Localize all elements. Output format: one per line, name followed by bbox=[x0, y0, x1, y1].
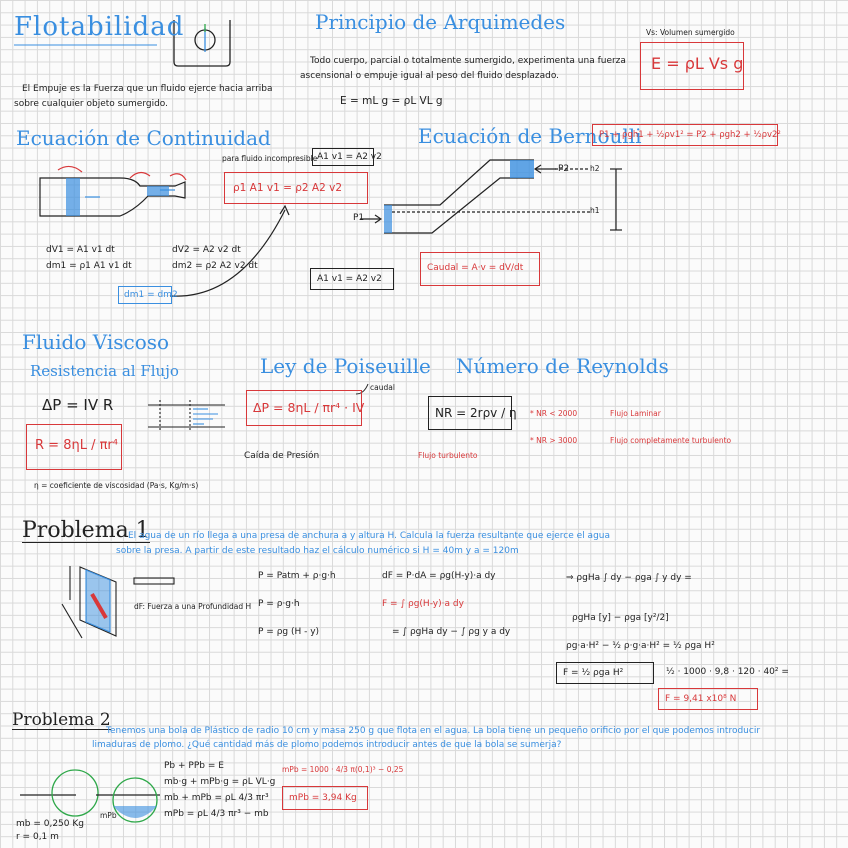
resistance-formula: R = 8ηL / πr⁴ bbox=[35, 438, 118, 453]
continuity-pipe-diagram bbox=[40, 166, 186, 216]
reynolds-formula-box bbox=[428, 396, 517, 430]
force-formula: F = ½ ρga H² bbox=[563, 668, 624, 678]
reynolds-title: Número de Reynolds bbox=[456, 354, 669, 378]
arquimedes-formula: E = mL g = ρL VL g bbox=[340, 95, 443, 107]
fluido-incompresible-note: para fluido incompresible bbox=[222, 154, 318, 163]
fluido-viscoso-title: Fluido Viscoso bbox=[22, 330, 170, 354]
arquimedes-text-2: ascensional o empuje igual al peso del fluido desplazado. bbox=[300, 71, 560, 81]
dm-equal-box bbox=[118, 286, 178, 304]
problem2-eq-2: mb·g + mPb·g = ρL VL·g bbox=[164, 777, 276, 787]
poiseuille-formula: ΔP = 8ηL / πr⁴ · IV bbox=[253, 400, 365, 415]
dm1-equation: dm1 = ρ1 A1 v1 dt bbox=[46, 261, 132, 271]
bernoulli-h1: h1 bbox=[590, 206, 600, 215]
lead-mass-result-box bbox=[282, 786, 368, 810]
dv1-equation: dV1 = A1 v1 dt bbox=[46, 245, 115, 255]
numeric-substitution: ½ · 1000 · 9,8 · 120 · 40² = bbox=[666, 667, 789, 677]
continuity-mass-eq: ρ1 A1 v1 = ρ2 A2 v2 bbox=[233, 182, 343, 194]
empuje-formula-box bbox=[640, 42, 744, 90]
ball-diagrams bbox=[20, 770, 160, 822]
flotabilidad-definition-1: El Empuje es la Fuerza que un fluido ejerce hacia arriba bbox=[22, 84, 273, 94]
flujo-turbulento: Flujo turbulento bbox=[418, 451, 478, 460]
dv2-equation: dV2 = A2 v2 dt bbox=[172, 245, 241, 255]
poiseuille-title: Ley de Poiseuille bbox=[260, 354, 431, 378]
problem2-eq-4: mPb = ρL 4/3 πr³ − mb bbox=[164, 809, 269, 819]
continuidad-title: Ecuación de Continuidad bbox=[16, 126, 271, 150]
dm2-equation: dm2 = ρ2 A2 v2 dt bbox=[172, 261, 258, 271]
f-integral: F = ∫ ρg(H-y)·a dy bbox=[382, 599, 464, 609]
arquimedes-text-1: Todo cuerpo, parcial o totalmente sumergido, experimenta una fuerza bbox=[310, 56, 626, 66]
continuity-eq: A1 v1 = A2 v2 bbox=[317, 152, 382, 162]
pressure-eq-2: P = ρ·g·h bbox=[258, 599, 300, 609]
caudal-formula: Caudal = A·v = dV/dt bbox=[427, 263, 524, 273]
delta-p-equation: ΔP = IV R bbox=[42, 396, 114, 414]
caida-presion: Caída de Presión bbox=[244, 451, 320, 461]
continuity-eq-box bbox=[312, 148, 382, 166]
pressure-eq-3: P = ρg (H - y) bbox=[258, 627, 320, 637]
bernoulli-pipe-diagram bbox=[360, 160, 622, 233]
empuje-formula: E = ρL Vs g bbox=[651, 54, 744, 73]
problema-1-label: Problema 1 bbox=[22, 518, 150, 543]
problem2-calc: mPb = 1000 · 4/3 π(0,1)³ − 0,25 bbox=[282, 765, 404, 774]
problema-2-text-2: limaduras de plomo. ¿Qué cantidad más de plomo podemos introducir antes de que la bola se sumerja? bbox=[92, 740, 562, 750]
problema-1-text-2: sobre la presa. A partir de este resultado haz el cálculo numérico si H = 40m y a = 120m bbox=[116, 546, 519, 556]
turbulent-condition: * NR > 3000 bbox=[530, 436, 578, 445]
viscous-flow-diagram bbox=[148, 400, 225, 432]
bernoulli-flow-eq: A1 v1 = A2 v2 bbox=[317, 274, 382, 284]
solution-step-2: ρgHa [y] − ρga [y²/2] bbox=[572, 613, 669, 623]
f-integral-split: = ∫ ρgHa dy − ∫ ρg y a dy bbox=[392, 627, 511, 637]
dm-equal: dm1 = dm2 bbox=[124, 290, 178, 300]
volumen-sumergido-note: Vs: Volumen sumergido bbox=[646, 28, 735, 37]
continuity-mass-eq-box bbox=[224, 172, 368, 204]
solution-step-3: ρg·a·H² − ½ ρ·g·a·H² = ½ ρga H² bbox=[566, 641, 715, 651]
caudal-tag: caudal bbox=[370, 383, 395, 392]
bernoulli-eq-box bbox=[592, 124, 781, 146]
problema-2-text-1: Tenemos una bola de Plástico de radio 10 cm y masa 250 g que flota en el agua. La bola tiene un pequeño orificio por el que podemos introducir bbox=[106, 726, 761, 736]
problem2-eq-3: mb + mPb = ρL 4/3 πr³ bbox=[164, 793, 269, 803]
arquimedes-title: Principio de Arquimedes bbox=[315, 10, 566, 34]
lead-mass-tag: mPb bbox=[100, 811, 117, 820]
viscosity-note: η = coeficiente de viscosidad (Pa·s, Kg/m·s) bbox=[34, 481, 199, 490]
force-result: F = 9,41 x10⁸ N bbox=[665, 694, 737, 704]
ball-mass: mb = 0,250 Kg bbox=[16, 819, 84, 829]
df-profundidad-label: dF: Fuerza a una Profundidad H bbox=[134, 602, 252, 611]
bernoulli-h2: h2 bbox=[590, 164, 600, 173]
flotabilidad-definition-2: sobre cualquier objeto sumergido. bbox=[14, 99, 169, 109]
caudal-box bbox=[420, 252, 540, 286]
laminar-condition: * NR < 2000 bbox=[530, 409, 578, 418]
problem2-eq-1: Pb + PPb = E bbox=[164, 761, 224, 771]
bernoulli-p2: P2 bbox=[558, 164, 570, 174]
problema-2-label: Problema 2 bbox=[12, 710, 111, 730]
bernoulli-eq: P1 + ρgh1 + ½ρv1² = P2 + ρgh2 + ½ρv2² bbox=[599, 130, 781, 140]
resistance-formula-box bbox=[26, 424, 122, 470]
force-result-box bbox=[658, 688, 758, 710]
bernoulli-p1: P1 bbox=[353, 213, 365, 223]
problema-1-text-1: El agua de un río llega a una presa de anchura a y altura H. Calcula la fuerza resultante que ejerce el agua bbox=[128, 531, 610, 541]
laminar-label: Flujo Laminar bbox=[610, 409, 661, 418]
bernoulli-title: Ecuación de Bernoulli bbox=[418, 124, 642, 148]
poiseuille-formula-box bbox=[246, 390, 365, 426]
pressure-eq-1: P = Patm + ρ·g·h bbox=[258, 571, 336, 581]
reynolds-formula: NR = 2rρv / η bbox=[435, 406, 517, 420]
resistencia-flujo-title: Resistencia al Flujo bbox=[30, 362, 179, 380]
lead-mass-result: mPb = 3,94 Kg bbox=[289, 793, 357, 803]
force-formula-box bbox=[556, 662, 654, 684]
ball-radius: r = 0,1 m bbox=[16, 832, 59, 842]
bernoulli-flow-eq-box bbox=[310, 268, 394, 290]
turbulent-label: Flujo completamente turbulento bbox=[610, 436, 732, 445]
flotabilidad-title: Flotabilidad bbox=[14, 12, 185, 42]
df-equation: dF = P·dA = ρg(H-y)·a dy bbox=[382, 571, 496, 581]
solution-step-1: ⇒ ρgHa ∫ dy − ρga ∫ y dy = bbox=[566, 573, 692, 583]
